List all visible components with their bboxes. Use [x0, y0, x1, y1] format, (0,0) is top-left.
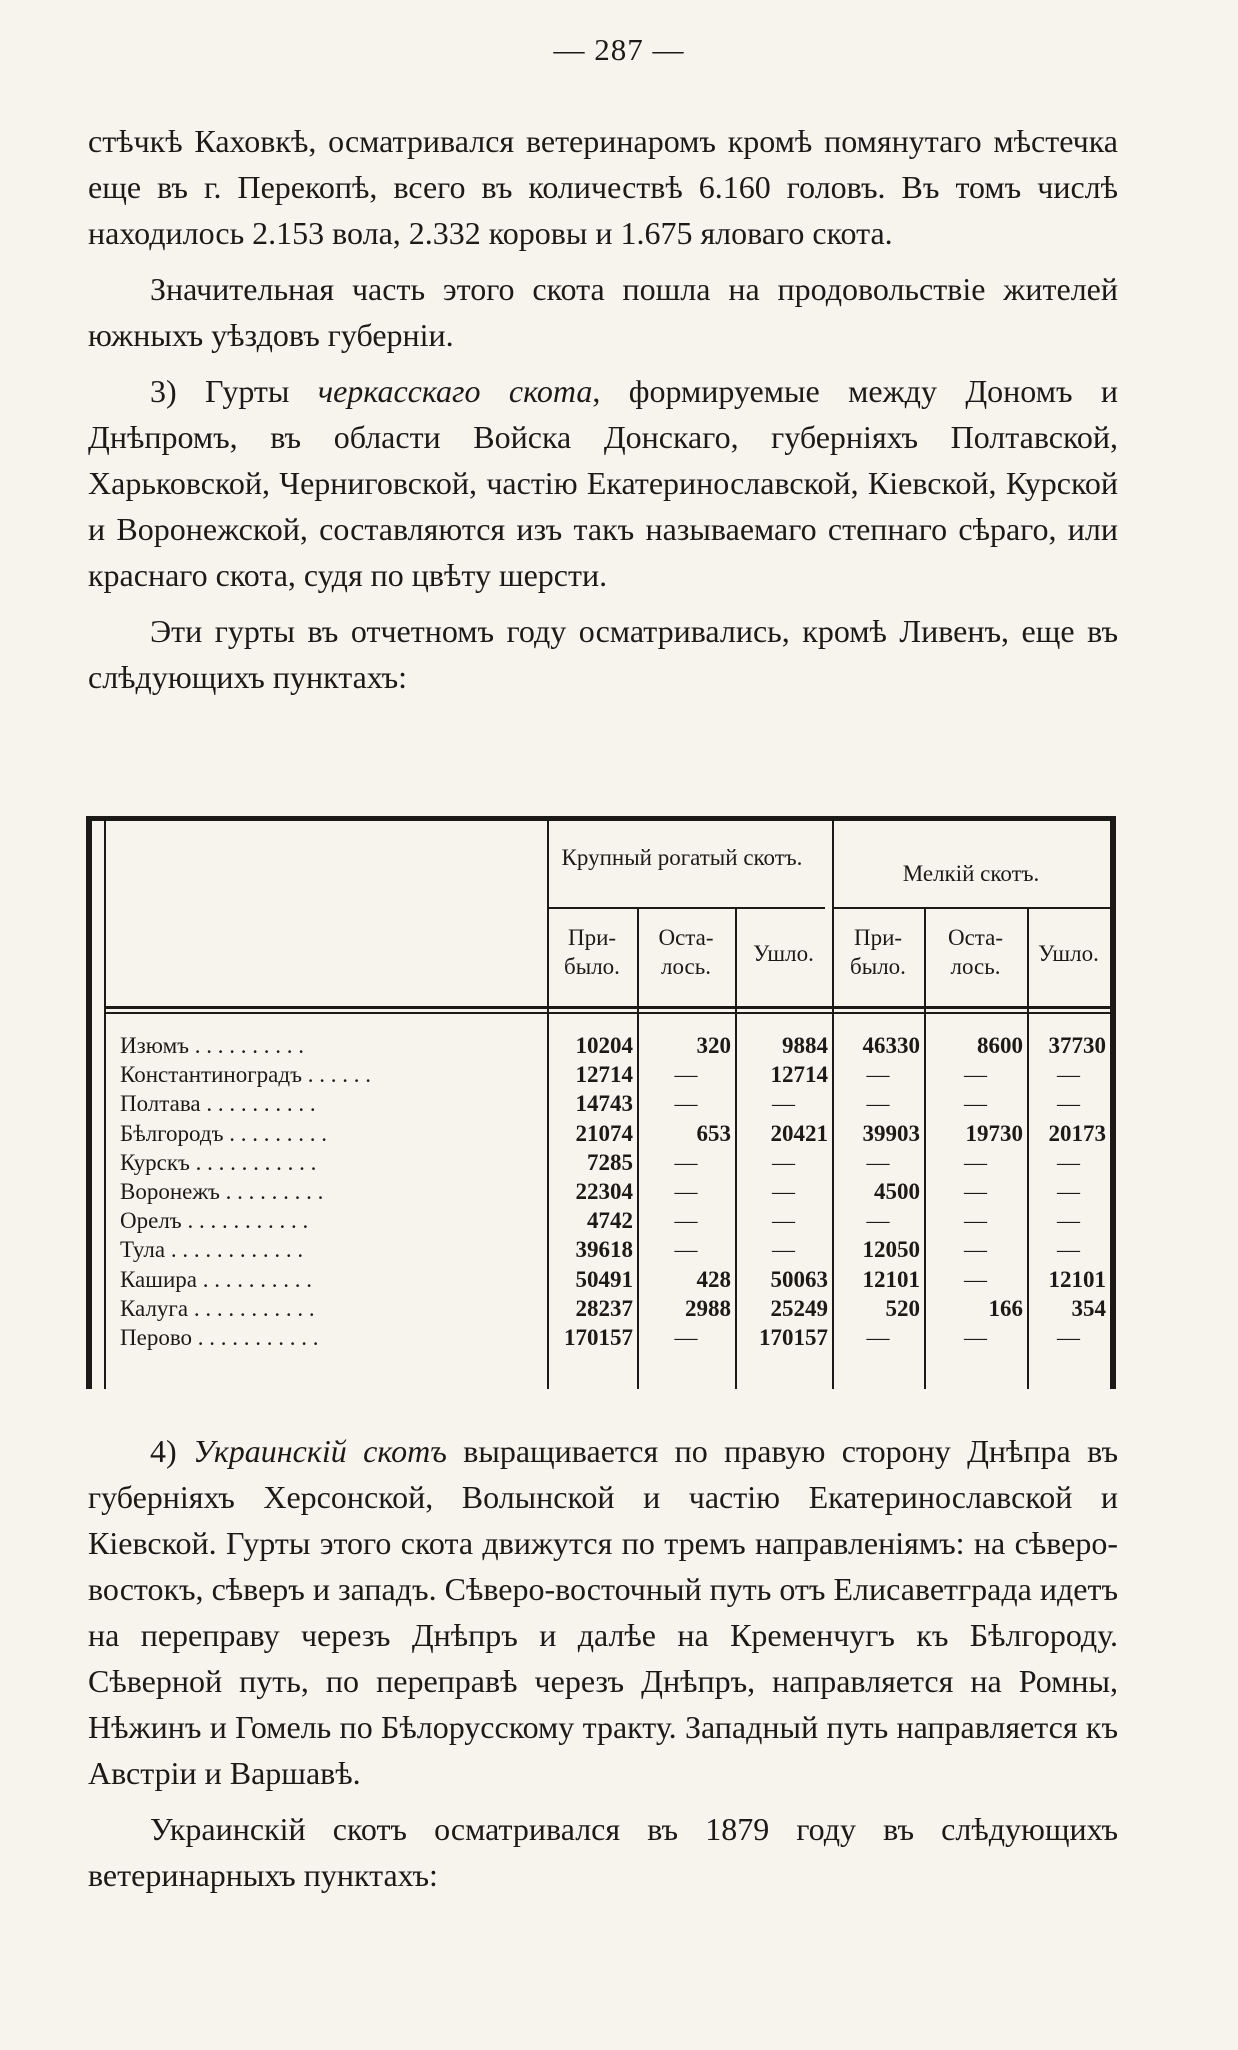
table-cell: — [964, 1237, 987, 1263]
header-bottom-rule [104, 1006, 1110, 1009]
header-small-cattle: Мелкій скотъ. [902, 861, 1040, 886]
table-cell: 50063 [770, 1266, 828, 1292]
table-cell: 12101 [1048, 1266, 1106, 1292]
paragraph-2: Значительная часть этого скота пошла на продовольствіе жителей южныхъ уѣздовъ губерніи. [88, 271, 1118, 353]
table-cell: 428 [696, 1266, 731, 1292]
paragraph-4: Эти гурты въ отчетномъ году осматривались, кромѣ Ливенъ, еще въ слѣдующихъ пунктахъ: [88, 613, 1118, 695]
table-cell: — [674, 1091, 698, 1117]
header-bottom-rule [104, 1012, 1110, 1014]
sub-header: Оста- лось. [947, 925, 1004, 979]
table-cell: — [1057, 1179, 1080, 1204]
table-cell: 12050 [862, 1237, 920, 1263]
row-label: Константиноградъ . . . . . . [120, 1062, 371, 1088]
table-cell: — [964, 1266, 987, 1292]
paragraph-3-pre: 3) Гурты [150, 373, 318, 409]
table-cell: 50491 [575, 1266, 633, 1292]
table-cell: 28237 [575, 1295, 633, 1321]
table-cell: — [1057, 1208, 1080, 1234]
paragraph-5-pre: 4) [150, 1433, 194, 1469]
table-cell: 170157 [759, 1325, 828, 1350]
row-label: Тула . . . . . . . . . . . . [120, 1237, 304, 1263]
table-cell: — [964, 1179, 987, 1204]
table-cell: — [964, 1149, 987, 1175]
row-label: Курскъ . . . . . . . . . . . [120, 1149, 317, 1175]
paragraph-5-emphasis: Украинскій скотъ [193, 1433, 447, 1469]
header-large-cattle: Крупный рогатый скотъ. [561, 845, 803, 870]
row-label: Кашира . . . . . . . . . . [120, 1266, 312, 1292]
table-cell: — [674, 1237, 698, 1263]
group-header-rule [547, 907, 825, 909]
sub-header: Ушло. [753, 941, 814, 966]
sub-header: Оста- лось. [658, 925, 714, 979]
table-cell: — [674, 1325, 698, 1350]
row-label: Воронежъ . . . . . . . . . [120, 1179, 324, 1204]
table-cell: — [866, 1149, 890, 1175]
table-cell: 37730 [1048, 1033, 1106, 1058]
table-cell: 12714 [575, 1062, 633, 1088]
text-block-bottom [88, 1428, 1118, 1898]
table-cell: — [1057, 1062, 1080, 1088]
table-cell: 320 [696, 1033, 731, 1058]
table-cell: — [866, 1208, 890, 1234]
table-cell: 19730 [965, 1120, 1023, 1146]
row-label: Перово . . . . . . . . . . . [120, 1325, 319, 1350]
sub-header: При- было. [850, 925, 906, 979]
column-rule [1027, 907, 1029, 1389]
sub-header: Ушло. [1038, 941, 1099, 966]
table-cell: 21074 [575, 1120, 633, 1146]
table-cell: 20421 [770, 1120, 828, 1146]
sub-header: При- было. [564, 925, 620, 979]
table-cell: — [1057, 1091, 1080, 1117]
row-label: Бѣлгородъ . . . . . . . . . [120, 1120, 327, 1146]
table-cell: 166 [988, 1295, 1023, 1321]
table-cell: 8600 [977, 1033, 1023, 1058]
table-cell: 7285 [587, 1149, 633, 1175]
table-cell: — [964, 1208, 987, 1234]
table-cell: — [1057, 1149, 1080, 1175]
table-cell: 10204 [575, 1033, 633, 1058]
text-block-top [88, 118, 1118, 700]
table-cell: — [772, 1179, 795, 1204]
paragraph-5 [88, 1428, 1118, 1796]
table-cell: — [674, 1208, 698, 1234]
table-cell: 4742 [587, 1208, 633, 1234]
table-cell: 22304 [575, 1179, 633, 1204]
row-label: Калуга . . . . . . . . . . . [120, 1295, 315, 1321]
table-cell: 354 [1071, 1295, 1106, 1321]
table-cell: 653 [696, 1120, 731, 1146]
group-header-rule [832, 907, 1110, 909]
table-cell: — [866, 1325, 890, 1350]
column-rule [735, 907, 737, 1389]
table-cell: 4500 [874, 1179, 920, 1204]
table-cell: 25249 [770, 1295, 828, 1321]
table-cell: 2988 [685, 1295, 731, 1321]
table-cell: — [866, 1062, 890, 1088]
page-number: — 287 — [553, 32, 685, 67]
table-cell: 39903 [862, 1120, 920, 1146]
row-label: Полтава . . . . . . . . . . [120, 1091, 316, 1117]
table-cell: — [866, 1091, 890, 1117]
table-cell: 9884 [782, 1033, 828, 1058]
row-label: Изюмъ . . . . . . . . . . [120, 1033, 305, 1058]
table-cell: — [964, 1062, 987, 1088]
table-cell: — [674, 1062, 698, 1088]
table-cell: — [964, 1091, 987, 1117]
table-cell: — [674, 1179, 698, 1204]
table-cell: — [964, 1325, 987, 1350]
table-cell: 12714 [770, 1062, 828, 1088]
table-cell: 14743 [575, 1091, 633, 1117]
table-cell: — [1057, 1325, 1080, 1350]
table-cell: — [772, 1149, 795, 1175]
livestock-table [86, 816, 1116, 1389]
table-cell: — [1057, 1237, 1080, 1263]
paragraph-3-post: , формируемые между Дономъ и Днѣпромъ, въ области Войска Донскаго, губерніяхъ Полтавской, Харьковской, Черниговской, частію Екатеринославской, Кіевской, Курской и Воронежской, составляются изъ такъ называемаго степнаго сѣраго, или краснаго скота, судя по цвѣту шерсти. [88, 373, 1119, 593]
table-cell: — [772, 1091, 795, 1117]
table-cell: 39618 [575, 1237, 633, 1263]
paragraph-3 [88, 368, 1118, 598]
table-cell: 20173 [1048, 1120, 1106, 1146]
table-cell: 46330 [862, 1033, 920, 1058]
table-cell: 170157 [564, 1325, 633, 1350]
paragraph-1: стѣчкѣ Каховкѣ, осматривался ветеринаромъ кромѣ помянутаго мѣстечка еще въ г. Перекопѣ, всего въ количествѣ 6.160 головъ. Въ томъ числѣ находилось 2.153 вола, 2.332 коровы и 1.675 яловаго скота. [88, 123, 1118, 251]
table-cell: 520 [885, 1295, 920, 1321]
paragraph-3-emphasis: черкасскаго скота [317, 373, 593, 409]
table-cell: 12101 [862, 1266, 920, 1292]
table-cell: — [674, 1149, 698, 1175]
table-cell: — [772, 1208, 795, 1234]
paragraph-6: Украинскій скотъ осматривался въ 1879 году въ слѣдующихъ ветеринарныхъ пунктахъ: [88, 1811, 1118, 1893]
column-rule [104, 821, 106, 1389]
table-cell: — [772, 1237, 795, 1263]
paragraph-5-post: выращивается по правую сторону Днѣпра въ губерніяхъ Херсонской, Волынской и частію Екатеринославской и Кіевской. Гурты этого скота движутся по тремъ направленіямъ: на сѣверо-востокъ, сѣверъ и западъ. Сѣверо-восточный путь отъ Елисаветграда идетъ на переправу черезъ Днѣпръ и далѣе на Кременчугъ къ Бѣлгороду. Сѣверной путь, по переправѣ черезъ Днѣпръ, направляется на Ромны, Нѣжинъ и Гомель по Бѣлорусскому тракту. Западный путь направляется къ Австріи и Варшавѣ. [88, 1433, 1119, 1791]
row-label: Орелъ . . . . . . . . . . . [120, 1208, 309, 1234]
